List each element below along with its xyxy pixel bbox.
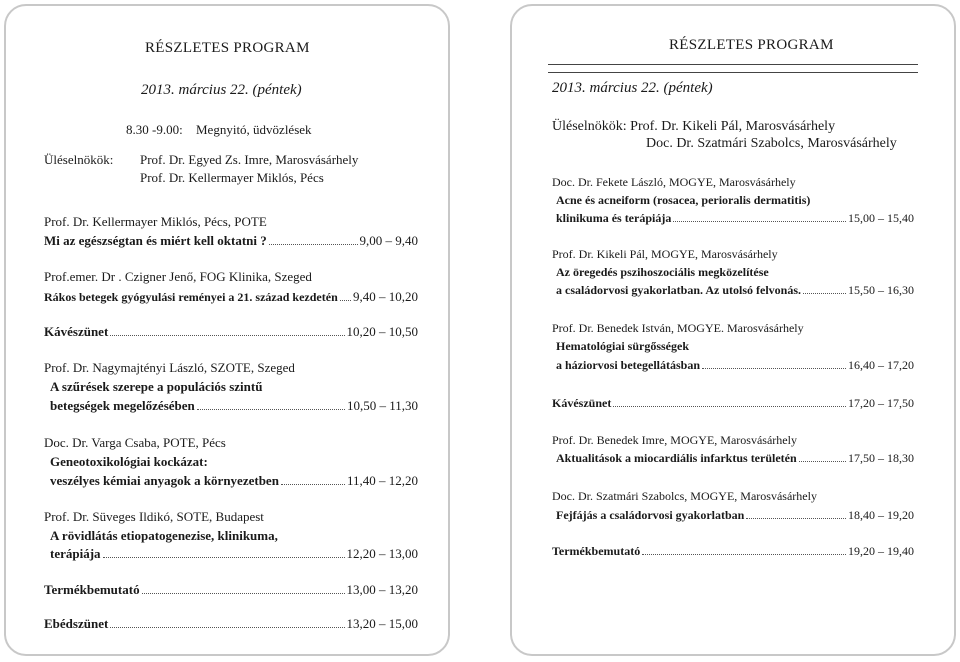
lunch-break-label: Ebédszünet [44, 616, 109, 631]
time-slot: 18,40 – 19,20 [848, 508, 914, 522]
left-page-title: RÉSZLETES PROGRAM [145, 40, 310, 56]
speaker: Prof. Dr. Benedek Imre, MOGYE, Marosvásárhely [552, 433, 797, 447]
left-date: 2013. március 22. (péntek) [141, 82, 302, 98]
program-row [552, 396, 914, 411]
dot-leader [799, 461, 846, 462]
dot-leader [746, 518, 846, 519]
time-slot: 16,40 – 17,20 [848, 358, 914, 372]
time-slot: 17,50 – 18,30 [848, 451, 914, 465]
program-row [44, 233, 418, 249]
program-row [50, 546, 418, 562]
left-chair-1: Prof. Dr. Egyed Zs. Imre, Marosvásárhely [140, 152, 359, 167]
talk-title: Mi az egészségtan és miért kell oktatni ? [44, 233, 267, 248]
talk-title: Aktualitások a miocardiális infarktus területén [556, 451, 797, 465]
speaker: Prof. Dr. Kikeli Pál, MOGYE, Marosvásárhely [552, 247, 778, 261]
time-slot: 11,40 – 12,20 [346, 473, 418, 488]
speaker: Prof. Dr. Nagymajtényi László, SZOTE, Szeged [44, 360, 295, 375]
talk-title: Fejfájás a családorvosi gyakorlatban [556, 508, 745, 522]
dot-leader [642, 554, 846, 555]
dot-leader [340, 300, 351, 301]
time-slot: 15,50 – 16,30 [848, 283, 914, 297]
dot-leader [673, 221, 846, 222]
dot-leader [702, 368, 846, 369]
speaker: Doc. Dr. Fekete László, MOGYE, Marosvásárhely [552, 175, 796, 189]
talk-title-line: Acne és acneiform (rosacea, perioralis dermatitis) [556, 193, 811, 207]
talk-title-line: A rövidlátás etiopatogenezise, klinikuma, [50, 528, 278, 543]
opening-time: 8.30 -9.00: [126, 122, 183, 137]
talk-title: veszélyes kémiai anyagok a környezetben [50, 473, 279, 488]
time-slot: 10,20 – 10,50 [346, 324, 418, 339]
title-rule-top [548, 64, 918, 65]
dot-leader [110, 335, 344, 336]
time-slot: 10,50 – 11,30 [346, 398, 418, 413]
program-row [44, 582, 418, 598]
break-label: Kávészünet [44, 324, 109, 339]
dot-leader [269, 244, 358, 245]
program-row [556, 358, 914, 373]
time-slot: 9,40 – 10,20 [353, 289, 418, 304]
speaker: Prof.emer. Dr . Czigner Jenő, FOG Klinika, Szeged [44, 269, 312, 284]
program-row [556, 508, 914, 523]
dot-leader [803, 293, 846, 294]
speaker: Doc. Dr. Varga Csaba, POTE, Pécs [44, 435, 226, 450]
right-page-title: RÉSZLETES PROGRAM [669, 37, 834, 53]
break-label: Kávészünet [552, 396, 612, 410]
program-row [556, 451, 914, 466]
program-row [50, 398, 418, 414]
product-demo-label: Termékbemutató [44, 582, 140, 597]
talk-title: klinikuma és terápiája [556, 211, 672, 225]
title-rule-bottom [548, 72, 918, 73]
dot-leader [613, 406, 846, 407]
right-chair-2: Doc. Dr. Szatmári Szabolcs, Marosvásárhely [646, 136, 897, 151]
talk-title: a családorvosi gyakorlatban. Az utolsó felvonás. [556, 283, 802, 297]
left-chairs-label: Üléselnökök: [44, 152, 114, 167]
time-slot: 9,00 – 9,40 [359, 233, 418, 248]
program-row [552, 544, 914, 559]
talk-title: Rákos betegek gyógyulási reményei a 21. század kezdetén [44, 290, 338, 304]
opening-label: Megnyitó, üdvözlések [196, 122, 312, 137]
talk-title-line: Az öregedés pszihoszociális megközelítése [556, 265, 769, 279]
dot-leader [110, 627, 344, 628]
talk-title-line: A szűrések szerepe a populációs szintű [50, 379, 263, 394]
time-slot: 19,20 – 19,40 [848, 544, 914, 558]
program-row [556, 211, 914, 226]
talk-title-line: Geneotoxikológiai kockázat: [50, 454, 208, 469]
speaker: Prof. Dr. Süveges Ildikó, SOTE, Budapest [44, 509, 264, 524]
dot-leader [142, 593, 345, 594]
program-row [44, 616, 418, 632]
program-row [44, 324, 418, 340]
talk-title: a háziorvosi betegellátásban [556, 358, 700, 372]
program-row [44, 289, 418, 305]
talk-title-line: Hematológiai sürgősségek [556, 339, 689, 353]
program-row [556, 283, 914, 298]
right-chairs-label: Üléselnökök: Prof. Dr. Kikeli Pál, Marosvásárhely [552, 119, 836, 134]
speaker: Prof. Dr. Kellermayer Miklós, Pécs, POTE [44, 214, 267, 229]
time-slot: 17,20 – 17,50 [848, 396, 914, 410]
left-chair-2: Prof. Dr. Kellermayer Miklós, Pécs [140, 170, 324, 185]
talk-title: betegségek megelőzésében [50, 398, 195, 413]
speaker: Prof. Dr. Benedek István, MOGYE. Marosvásárhely [552, 321, 804, 335]
speaker: Doc. Dr. Szatmári Szabolcs, MOGYE, Marosvásárhely [552, 489, 817, 503]
time-slot: 15,00 – 15,40 [848, 211, 914, 225]
right-date: 2013. március 22. (péntek) [552, 80, 713, 96]
program-row [50, 473, 418, 489]
time-slot: 13,00 – 13,20 [346, 582, 418, 597]
talk-title: terápiája [50, 546, 101, 561]
product-demo-label: Termékbemutató [552, 544, 641, 558]
dot-leader [197, 409, 345, 410]
dot-leader [281, 484, 345, 485]
dot-leader [103, 557, 345, 558]
time-slot: 12,20 – 13,00 [346, 546, 418, 561]
time-slot: 13,20 – 15,00 [346, 616, 418, 631]
